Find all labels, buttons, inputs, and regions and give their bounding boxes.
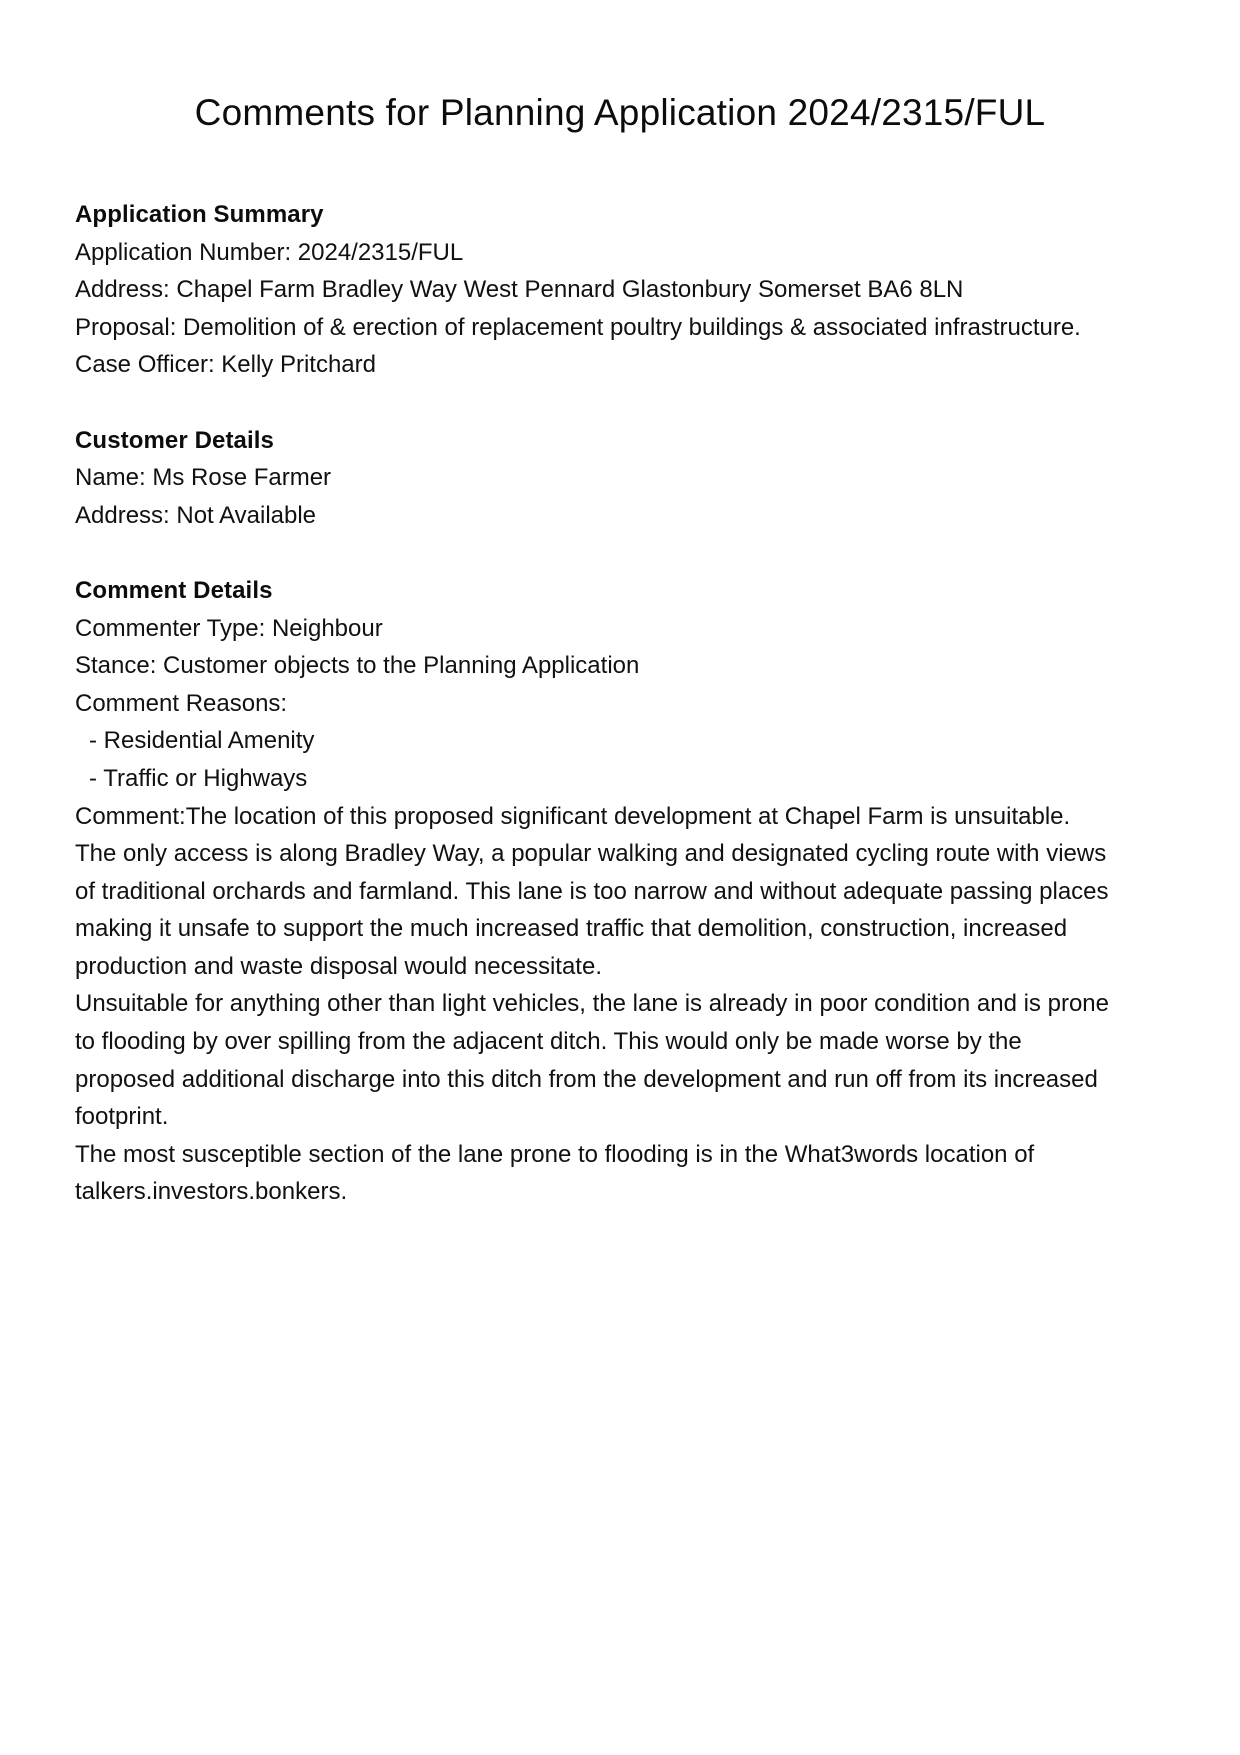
comment-line: Unsuitable for anything other than light vehicles, the lane is already in poor condition and is prone [75, 990, 1109, 1018]
application-summary-heading: Application Summary [75, 201, 324, 228]
customer-details-heading: Customer Details [75, 426, 274, 454]
comment-details-section [75, 572, 1175, 1211]
application-summary-section [75, 196, 1175, 384]
comment-line: The only access is along Bradley Way, a popular walking and designated cycling route with views [75, 840, 1107, 868]
case-officer: Case Officer: Kelly Pritchard [75, 351, 376, 379]
comment-reason-item: - Traffic or Highways [89, 764, 308, 792]
customer-details-section [75, 422, 1175, 535]
comment-line: proposed additional discharge into this ditch from the development and run off from its increased [75, 1065, 1098, 1093]
comment-line: of traditional orchards and farmland. This lane is too narrow and without adequate passing places [75, 877, 1109, 905]
document-title: Comments for Planning Application 2024/2315/FUL [194, 92, 1046, 133]
comment-line: making it unsafe to support the much increased traffic that demolition, construction, increased [75, 915, 1068, 943]
section-spacer [75, 384, 1175, 422]
comment-line: Comment:The location of this proposed significant development at Chapel Farm is unsuitable. [75, 802, 1071, 830]
document-body [75, 196, 1175, 1211]
commenter-type: Commenter Type: Neighbour [75, 614, 383, 642]
comment-line: talkers.investors.bonkers. [75, 1178, 348, 1206]
comment-line: to flooding by over spilling from the adjacent ditch. This would only be made worse by the [75, 1028, 1022, 1056]
customer-name: Name: Ms Rose Farmer [75, 464, 332, 492]
application-proposal: Proposal: Demolition of & erection of replacement poultry buildings & associated infrastructure. [75, 313, 1081, 341]
stance: Stance: Customer objects to the Planning Application [75, 652, 640, 680]
comment-reason-item: - Residential Amenity [89, 727, 315, 755]
customer-address: Address: Not Available [75, 501, 317, 529]
application-address: Address: Chapel Farm Bradley Way West Pennard Glastonbury Somerset BA6 8LN [75, 276, 964, 304]
comment-text [75, 798, 1175, 1212]
comment-reasons-label: Comment Reasons: [75, 689, 288, 717]
comment-details-heading: Comment Details [75, 576, 273, 604]
comment-line: The most susceptible section of the lane prone to flooding is in the What3words location of [75, 1140, 1035, 1168]
application-number: Application Number: 2024/2315/FUL [75, 238, 464, 266]
comment-line: footprint. [75, 1103, 169, 1131]
comment-line: production and waste disposal would necessitate. [75, 952, 602, 980]
section-spacer [75, 534, 1175, 572]
